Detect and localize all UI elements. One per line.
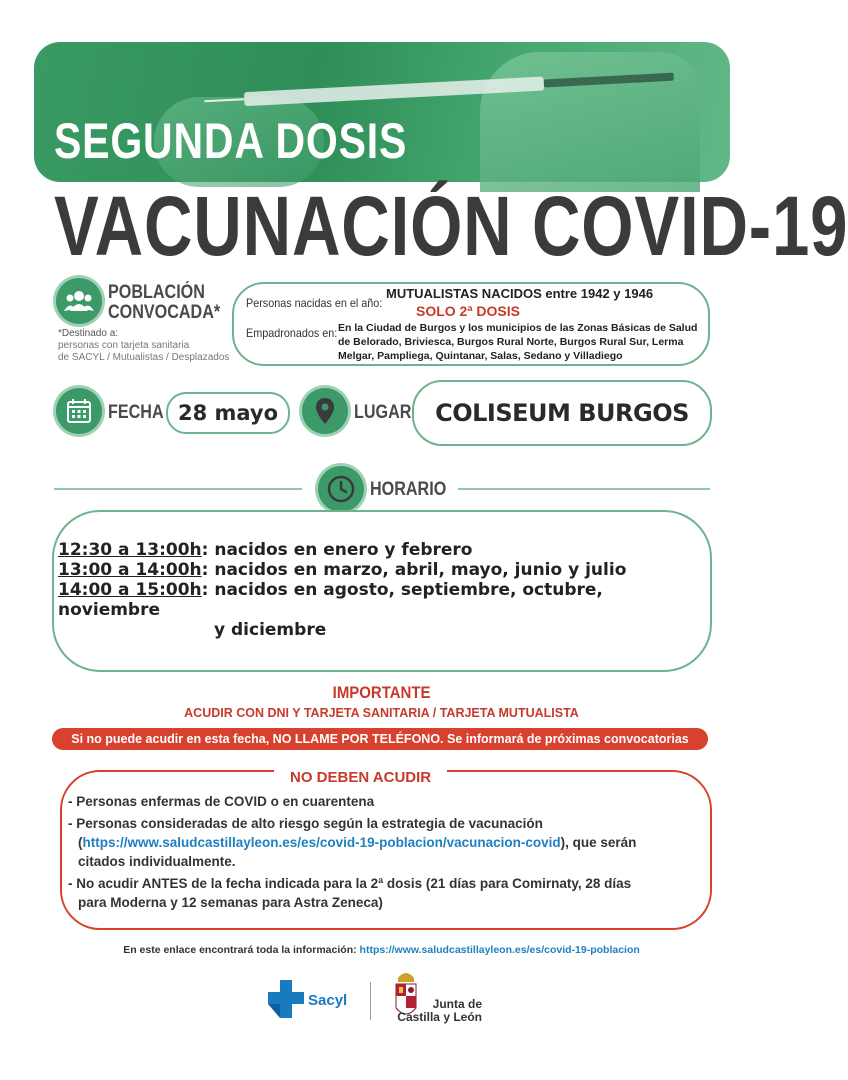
lugar-value: COLISEUM BURGOS bbox=[435, 399, 689, 427]
fecha-value: 28 mayo bbox=[177, 401, 279, 425]
calendar-icon bbox=[56, 388, 102, 434]
footer-info-link[interactable]: https://www.saludcastillayleon.es/es/covid-19-poblacion bbox=[359, 944, 640, 956]
no-deben-item-cont: para Moderna y 12 semanas para Astra Zeneca) bbox=[78, 895, 383, 910]
poblacion-note: *Destinado a: personas con tarjeta sanitaria de SACYL / Mutualistas / Desplazados bbox=[58, 328, 230, 363]
horario-row: 12:30 a 13:00h: nacidos en enero y febrero bbox=[58, 540, 473, 560]
no-deben-item: - No acudir ANTES de la fecha indicada para la 2ª dosis (21 días para Comirnaty, 28 días bbox=[68, 876, 632, 891]
sacyl-logo bbox=[266, 978, 348, 1022]
no-deben-item-cont: (https://www.saludcastillayleon.es/es/covid-19-poblacion/vacunacion-covid), que serán bbox=[78, 835, 637, 850]
horario-divider-right bbox=[458, 488, 710, 490]
fecha-box bbox=[166, 392, 290, 434]
dose-value: SOLO 2ª DOSIS bbox=[416, 303, 520, 319]
no-deben-item: - Personas consideradas de alto riesgo según la estrategia de vacunación bbox=[68, 816, 543, 831]
resident-value: En la Ciudad de Burgos y los municipios de las Zonas Básicas de Salud de Belorado, Briviesca, Burgos Rural Norte, Burgos Rural Sur, Lerma Melgar, Pampliega, Quintanar, Salas, Sedano y Villadiego bbox=[338, 322, 698, 362]
title-vacunacion: VACUNACIÓN COVID-19 bbox=[54, 179, 848, 273]
horario-list bbox=[58, 540, 708, 640]
people-icon bbox=[56, 278, 102, 324]
horario-divider-left bbox=[54, 488, 302, 490]
junta-text: Junta de Castilla y León bbox=[397, 997, 482, 1024]
footer-info: En este enlace encontrará toda la información: https://www.saludcastillayleon.es/es/covid-19-poblacion bbox=[123, 944, 640, 956]
label-resident: Empadronados en: bbox=[246, 326, 338, 340]
no-deben-item: - Personas enfermas de COVID o en cuarentena bbox=[68, 794, 375, 809]
fecha-label: FECHA bbox=[108, 402, 164, 423]
horario-row: 13:00 a 14:00h: nacidos en marzo, abril, mayo, junio y julio bbox=[58, 560, 627, 580]
lugar-box bbox=[412, 380, 712, 446]
title-segunda-dosis: SEGUNDA DOSIS bbox=[54, 113, 408, 169]
location-pin-icon bbox=[302, 388, 348, 434]
no-deben-item-cont: citados individualmente. bbox=[78, 854, 236, 869]
horario-label: HORARIO bbox=[370, 479, 447, 500]
sacyl-text: Sacyl bbox=[308, 992, 348, 1009]
importante-banner: Si no puede acudir en esta fecha, NO LLAME POR TELÉFONO. Se informará de próximas convocatorias bbox=[52, 728, 708, 750]
no-deben-title: NO DEBEN ACUDIR bbox=[274, 769, 447, 786]
year-value: MUTUALISTAS NACIDOS entre 1942 y 1946 bbox=[386, 286, 654, 301]
importante-subtitle: ACUDIR CON DNI Y TARJETA SANITARIA / TARJETA MUTUALISTA bbox=[184, 706, 579, 720]
horario-row-cont: y diciembre bbox=[214, 620, 327, 640]
clock-icon bbox=[318, 466, 364, 512]
poblacion-heading: POBLACIÓN CONVOCADA* bbox=[108, 282, 221, 323]
vacunacion-covid-link[interactable]: https://www.saludcastillayleon.es/es/covid-19-poblacion/vacunacion-covid bbox=[82, 835, 561, 850]
importante-title: IMPORTANTE bbox=[332, 683, 431, 702]
label-year: Personas nacidas en el año: bbox=[246, 296, 383, 310]
no-deben-list bbox=[68, 792, 702, 912]
lugar-label: LUGAR bbox=[354, 402, 412, 423]
logo-divider bbox=[370, 982, 371, 1020]
horario-row: 14:00 a 15:00h: nacidos en agosto, septiembre, octubre, noviembre bbox=[58, 580, 603, 620]
